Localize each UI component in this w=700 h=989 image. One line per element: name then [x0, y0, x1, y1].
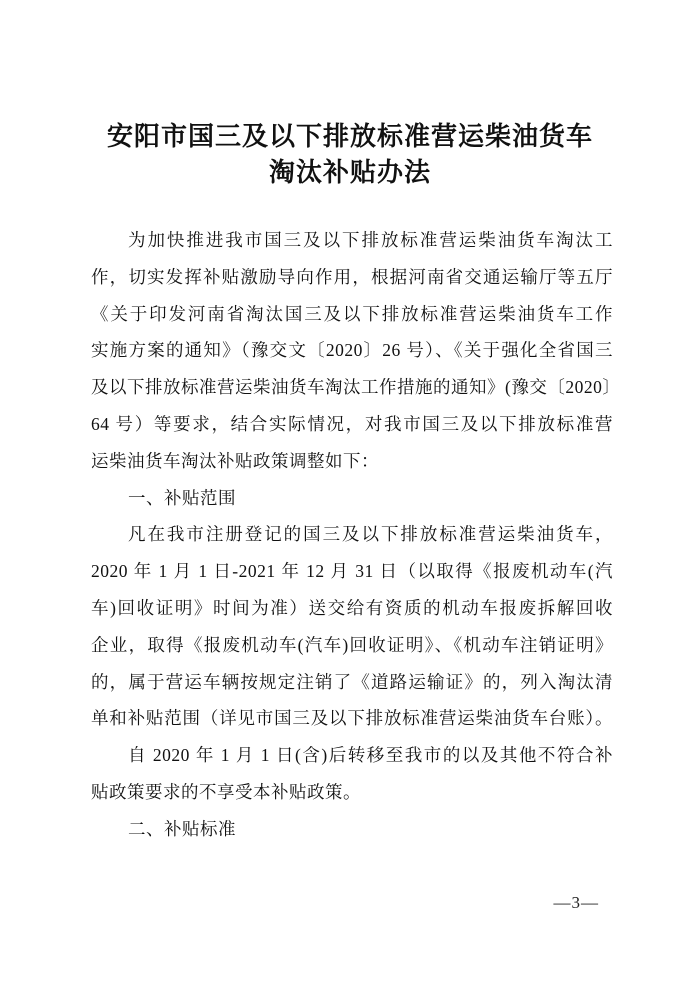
- text-line: 的，属于营运车辆按规定注销了《道路运输证》的，列入淘汰清: [91, 671, 613, 692]
- document-title: [0, 119, 700, 191]
- text-line: 为加快推进我市国三及以下排放标准营运柴油货车淘汰工: [128, 230, 613, 250]
- title-line-2: 淘汰补贴办法: [268, 158, 431, 187]
- text-line: 《关于印发河南省淘汰国三及以下排放标准营运柴油货车工作: [91, 303, 613, 324]
- text-line: 作，切实发挥补贴激励导向作用，根据河南省交通运输厅等五厅: [91, 266, 613, 287]
- text-line: 二、补贴标准: [128, 818, 236, 839]
- text-line: 及以下排放标准营运柴油货车淘汰工作措施的通知》(豫交〔2020〕: [91, 377, 621, 398]
- text-line: 凡在我市注册登记的国三及以下排放标准营运柴油货车，: [128, 524, 613, 545]
- page-number: —3—: [553, 893, 599, 912]
- title-line-1: 安阳市国三及以下排放标准营运柴油货车: [106, 122, 593, 151]
- document-body: [91, 222, 621, 848]
- text-line: 64 号）等要求，结合实际情况，对我市国三及以下排放标准营: [91, 413, 613, 434]
- text-line: 贴政策要求的不享受本补贴政策。: [91, 781, 361, 802]
- text-line: 车)回收证明》时间为准）送交给有资质的机动车报废拆解回收: [91, 597, 613, 618]
- text-line: 一、补贴范围: [128, 487, 236, 508]
- text-line: 实施方案的通知》（豫交文〔2020〕26 号）、《关于强化全省国三: [91, 340, 613, 361]
- text-line: 单和补贴范围（详见市国三及以下排放标准营运柴油货车台账）。: [91, 708, 613, 729]
- text-line: 企业，取得《报废机动车(汽车)回收证明》、《机动车注销证明》: [91, 634, 613, 655]
- text-line: 运柴油货车淘汰补贴政策调整如下：: [91, 450, 379, 471]
- text-line: 自 2020 年 1 月 1 日(含)后转移至我市的以及其他不符合补: [128, 745, 613, 766]
- text-line: 2020 年 1 月 1 日-2021 年 12 月 31 日（以取得《报废机动车(汽: [91, 561, 613, 582]
